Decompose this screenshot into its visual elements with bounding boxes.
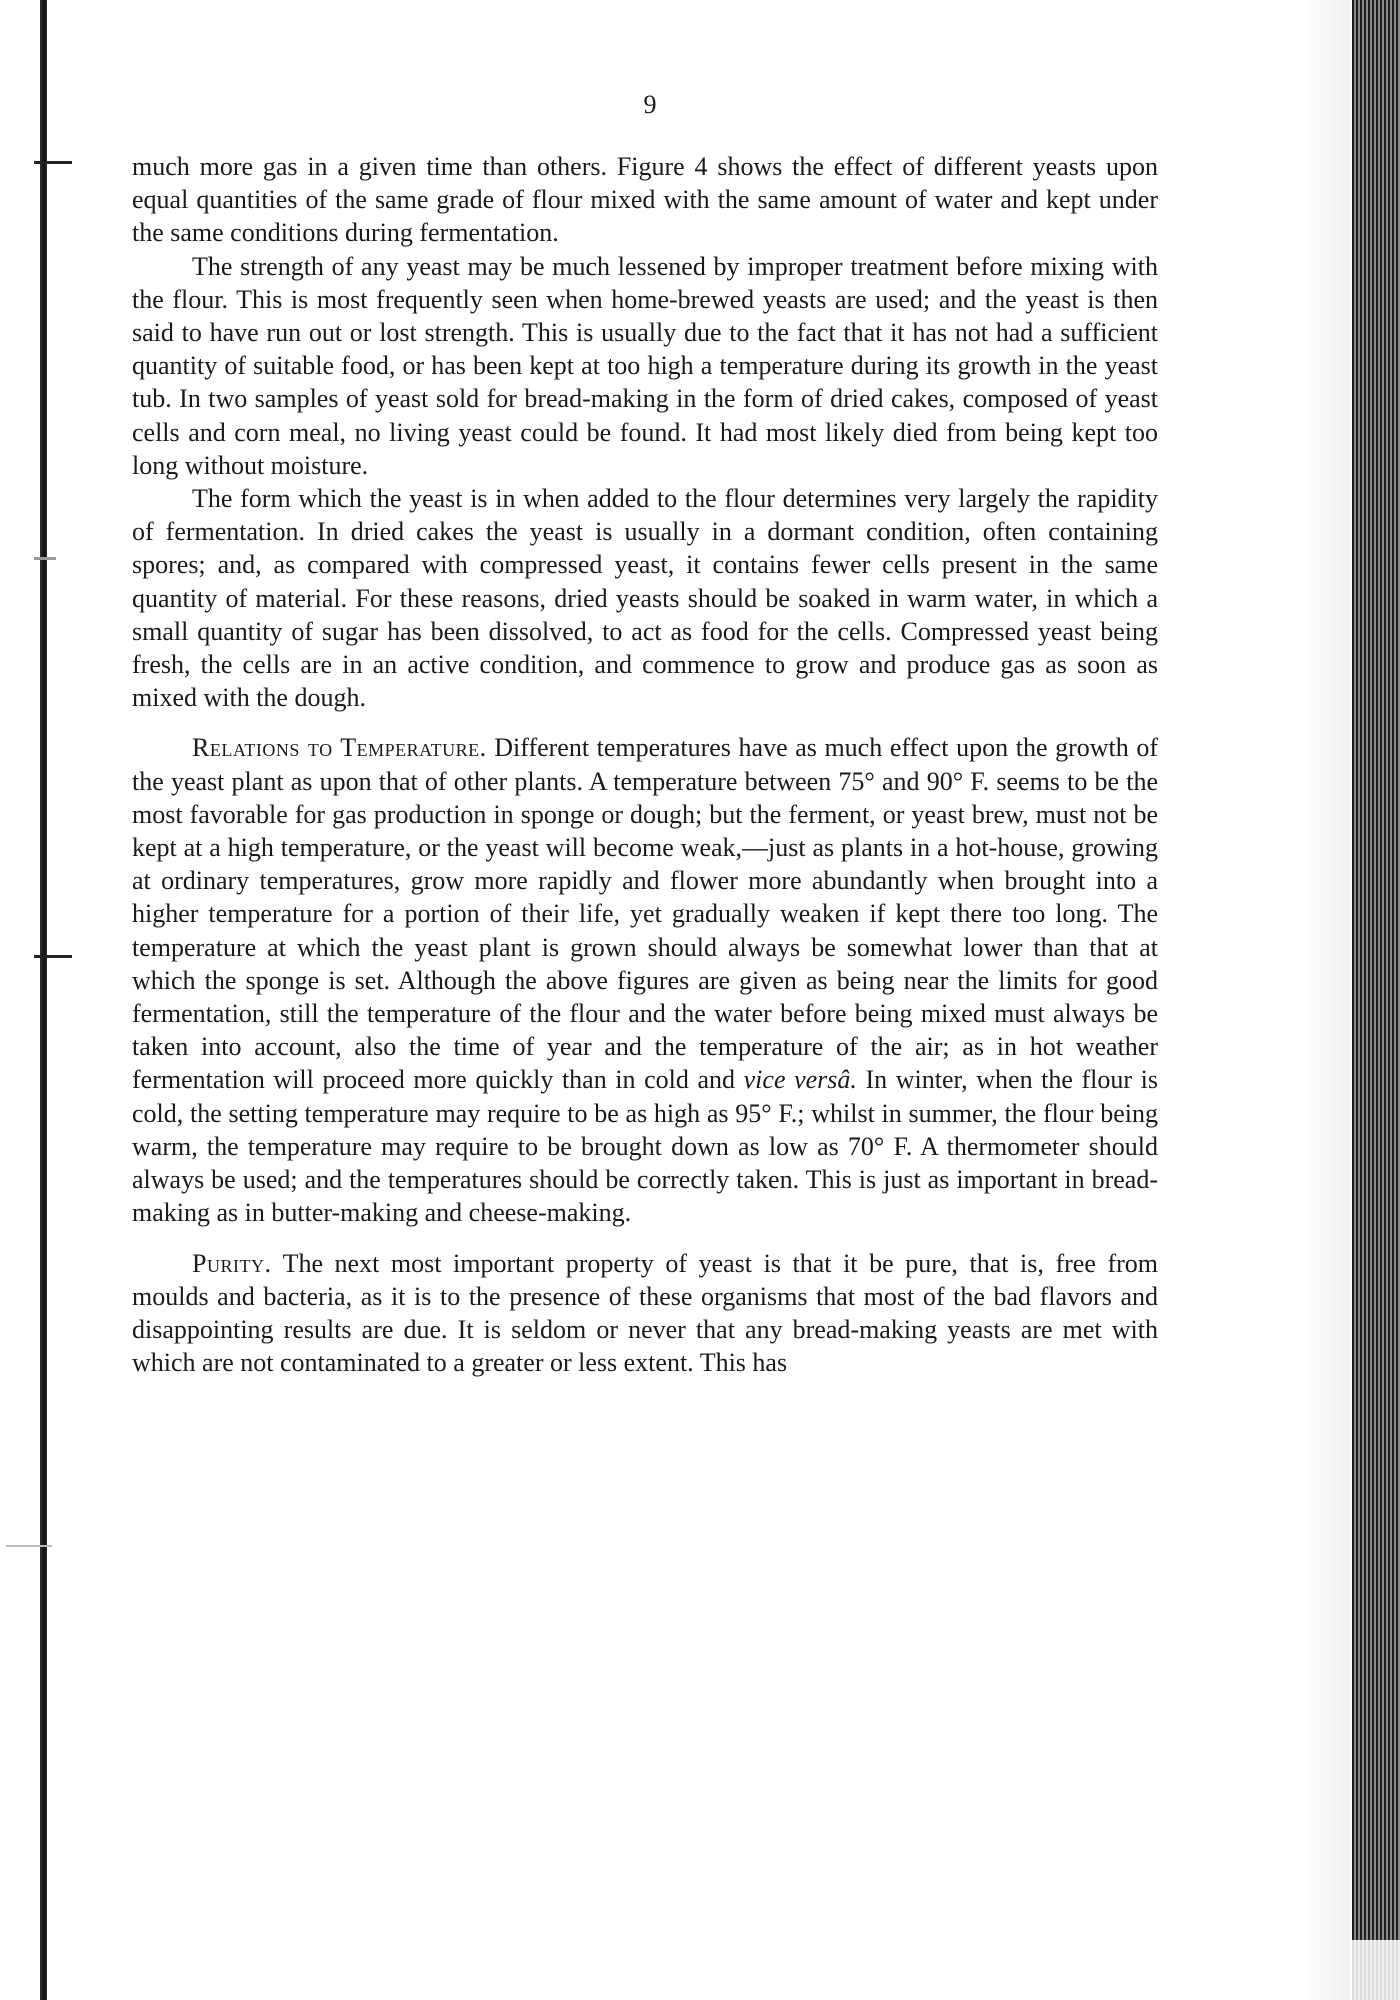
paragraph-text: much more gas in a given time than others. Figure 4 shows the effect of different yeasts upon equal quantities of the same grade of flour mixed with the same amount of water and kept under the same conditions during fermentation. <box>132 152 1158 248</box>
paragraph-relations-to-temperature <box>132 731 1158 1229</box>
paragraph <box>132 150 1158 250</box>
paragraph <box>132 482 1158 714</box>
paragraph-text: In winter, when the flour is cold, the setting temperature may require to be as high as 95° F.; whilst in summer, the flour being warm, the temperature may require to be brought down as low as 70° F. A thermometer should always be used; and the temperatures should be correctly taken. This is just as important in bread-making as in butter-making and cheese-making. <box>132 1065 1158 1228</box>
paragraph-text: The form which the yeast is in when added to the flour determines very largely the rapidity of fermentation. In dried cakes the yeast is usually in a dormant condition, often containing spores; and, as compared with compressed yeast, it contains fewer cells present in the same quantity of material. For these reasons, dried yeasts should be soaked in warm water, in which a small quantity of sugar has been dissolved, to act as food for the cells. Compressed yeast being fresh, the cells are in an active condition, and commence to grow and produce gas as soon as mixed with the dough. <box>132 484 1158 713</box>
section-heading: Purity. <box>192 1248 272 1278</box>
page-body <box>132 150 1158 1379</box>
paragraph <box>132 250 1158 482</box>
paragraph-text: Different temperatures have as much effect upon the growth of the yeast plant as upon that of other plants. A temperature between 75° and 90° F. seems to be the most favorable for gas production in sponge or dough; but the ferment, or yeast brew, must not be kept at a high temperature, or the yeast will become weak,—just as plants in a hot-house, growing at ordinary temperatures, grow more rapidly and flower more abundantly when brought into a higher temperature for a portion of their life, yet gradually weaken if kept there too long. The temperature at which the yeast plant is grown should always be somewhat lower than that at which the sponge is set. Although the above figures are given as being near the limits for good fermentation, still the temperature of the flour and the water before being mixed must always be taken into account, also the time of year and the temperature of the air; as in hot weather fermentation will proceed more quickly than in cold and <box>132 733 1158 1095</box>
spine-mark <box>34 557 56 560</box>
italic-phrase: vice versâ. <box>743 1065 857 1095</box>
paragraph-purity <box>132 1247 1158 1380</box>
page-shadow <box>1300 0 1350 2000</box>
paragraph-text: The next most important property of yeast is that it be pure, that is, free from moulds and bacteria, as it is to the presence of these organisms that most of the bad flavors and disappointing results are due. It is seldom or never that any bread-making yeasts are met with which are not contaminated to a greater or less extent. This has <box>132 1248 1158 1378</box>
book-spine <box>40 0 47 2000</box>
page-number: 9 <box>643 90 657 119</box>
spine-mark <box>6 1545 52 1547</box>
page-edges <box>1352 0 1400 2000</box>
spine-mark <box>34 955 72 958</box>
paragraph-text: The strength of any yeast may be much lessened by improper treatment before mixing with the flour. This is most frequently seen when home-brewed yeasts are used; and the yeast is then said to have run out or lost strength. This is usually due to the fact that it has not had a sufficient quantity of suitable food, or has been kept at too high a temperature during its growth in the yeast tub. In two samples of yeast sold for bread-making in the form of dried cakes, composed of yeast cells and corn meal, no living yeast could be found. It had most likely died from being kept too long without moisture. <box>132 251 1158 480</box>
section-heading: Relations to Temperature. <box>192 733 487 763</box>
spine-mark <box>34 161 72 164</box>
